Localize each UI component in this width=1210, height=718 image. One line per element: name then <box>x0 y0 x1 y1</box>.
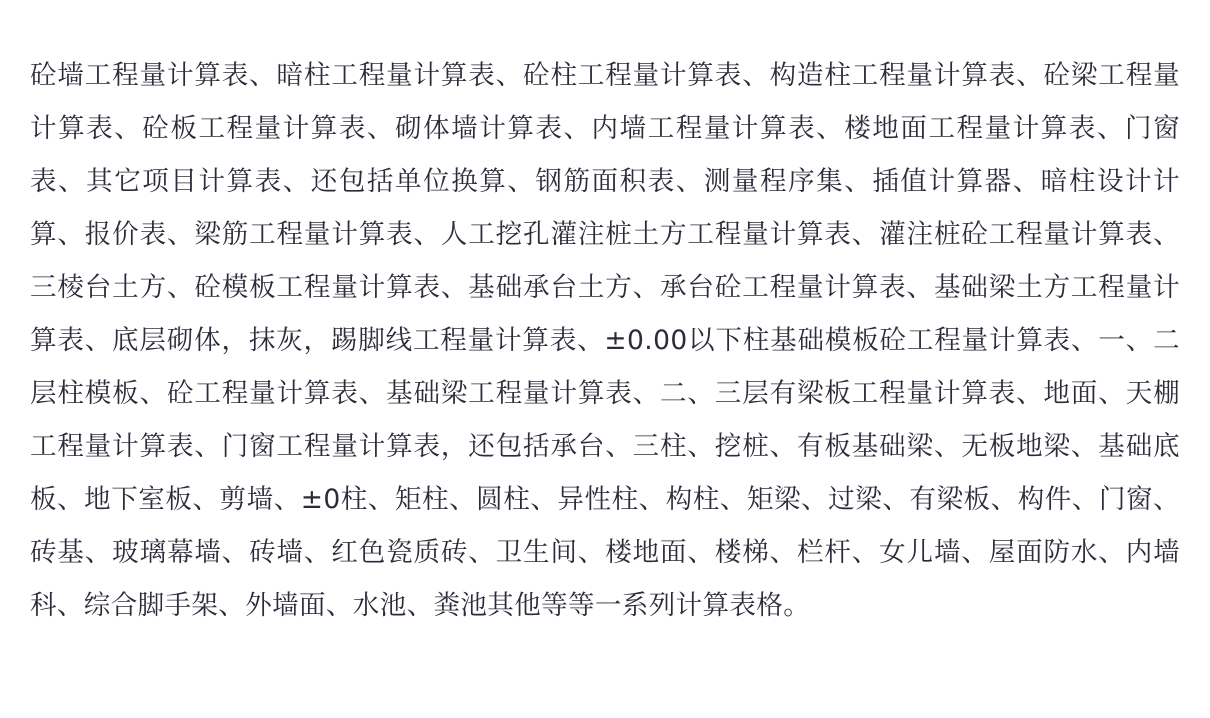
document-paragraph: 砼墙工程量计算表、暗柱工程量计算表、砼柱工程量计算表、构造柱工程量计算表、砼梁工程量计算表、砼板工程量计算表、砌体墙计算表、内墙工程量计算表、楼地面工程量计算表、门窗表、其它项目计算表、还包括单位换算、钢筋面积表、测量程序集、插值计算器、暗柱设计计算、报价表、梁筋工程量计算表、人工挖孔灌注桩土方工程量计算表、灌注桩砼工程量计算表、三棱台土方、砼模板工程量计算表、基础承台土方、承台砼工程量计算表、基础梁土方工程量计算表、底层砌体，抹灰，踢脚线工程量计算表、±0.00以下柱基础模板砼工程量计算表、一、二层柱模板、砼工程量计算表、基础梁工程量计算表、二、三层有梁板工程量计算表、地面、天棚工程量计算表、门窗工程量计算表，还包括承台、三柱、挖桩、有板基础梁、无板地梁、基础底板、地下室板、剪墙、±0柱、矩柱、圆柱、异性柱、构柱、矩梁、过梁、有梁板、构件、门窗、砖基、玻璃幕墙、砖墙、红色瓷质砖、卫生间、楼地面、楼梯、栏杆、女儿墙、屋面防水、内墙科、综合脚手架、外墙面、水池、粪池其他等等一系列计算表格。 <box>30 59 1180 621</box>
